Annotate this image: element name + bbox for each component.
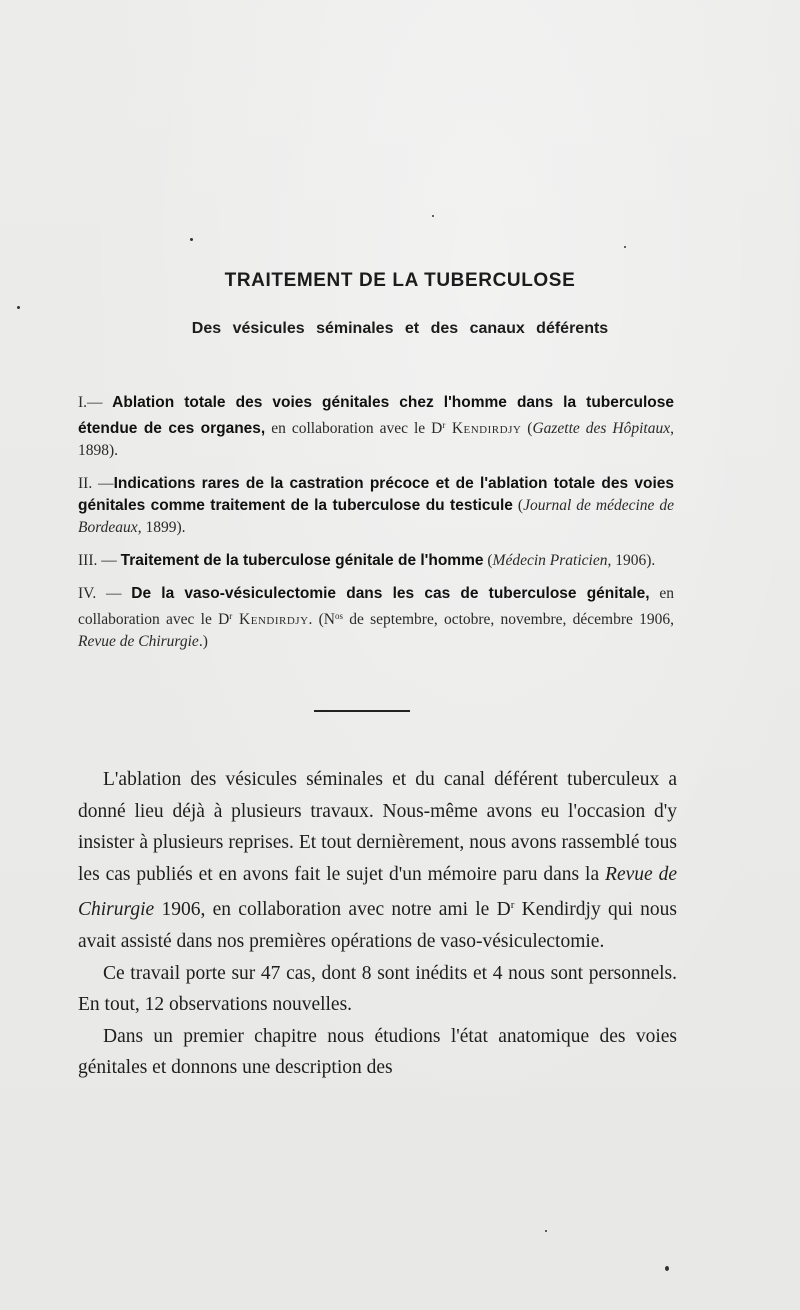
publication-number: IV.	[78, 585, 97, 602]
doctor-abbrev: D	[431, 420, 443, 437]
publication-list	[78, 392, 674, 664]
publication-text: (	[521, 420, 533, 437]
numero-sup: os	[335, 611, 344, 621]
publication-item-1	[78, 392, 674, 462]
publication-text: en collaboration avec le	[78, 585, 675, 628]
publication-text: , 1906).	[607, 552, 656, 569]
publication-number: III.	[78, 552, 98, 569]
publication-dash: —	[97, 552, 121, 569]
speck	[624, 246, 626, 248]
publication-dash: —	[87, 394, 113, 411]
page-subtitle: Des vésicules séminales et des canaux déférents	[191, 320, 609, 337]
journal-name: Gazette des Hôpitaux	[532, 420, 671, 437]
paragraph-text: L'ablation des vésicules séminales et du canal déférent tuberculeux a donné lieu déjà à plusieurs travaux. Nous-même avons eu l'occasion d'y insister à plusieurs reprises. Et tout dernièrement, nous avons rassemblé tous les cas publiés et en avons fait le sujet d'un mémoire paru dans la	[78, 769, 677, 885]
paragraph-2: Ce travail porte sur 47 cas, dont 8 sont inédits et 4 nous sont personnels. En tout, 12 observations nouvelles.	[78, 962, 677, 1016]
doctor-abbrev-sup: r	[442, 420, 446, 430]
journal-name: Revue de Chirurgie	[78, 633, 199, 650]
speck	[17, 306, 20, 309]
doctor-abbrev: D	[218, 611, 230, 628]
paragraph-3: Dans un premier chapitre nous étudions l'état anatomique des voies génitales et donnons une description des	[78, 1025, 677, 1079]
speck	[432, 215, 434, 217]
publication-dash: —	[96, 585, 132, 602]
journal-name: Journal de médecine de Bordeaux	[78, 497, 674, 536]
publication-title: De la vaso-vésiculectomie dans les cas de tuberculose génitale,	[131, 585, 650, 602]
author-name: Kendirdjy	[445, 420, 522, 437]
paragraph-text: 1906, en collaboration avec notre ami le	[154, 899, 497, 921]
journal-name: Médecin Praticien	[492, 552, 608, 569]
paragraph-text: Kendirdjy qui nous avait assisté dans nos premières opérations de vaso-vésiculectomie.	[78, 899, 677, 952]
publication-number: I.	[78, 394, 88, 411]
publication-item-3	[78, 550, 674, 572]
publication-title: Ablation totale des voies génitales chez l'homme dans la tuberculose étendue de ces organes,	[78, 394, 675, 437]
publication-text: .)	[198, 633, 208, 650]
speck	[665, 1266, 669, 1271]
page-title: TRAITEMENT DE LA TUBERCULOSE	[224, 270, 576, 291]
doctor-abbrev: D	[496, 899, 511, 921]
publication-text: (	[483, 552, 493, 569]
speck	[190, 238, 193, 241]
publication-item-4	[78, 583, 674, 653]
body-text	[78, 764, 677, 1084]
publication-title: Indications rares de la castration précoce et de l'ablation totale des voies génitales comme traitement de la tuberculose du testicule	[78, 475, 674, 514]
doctor-abbrev-sup: r	[510, 899, 515, 912]
journal-name: Revue de Chirurgie	[78, 863, 677, 921]
doctor-abbrev-sup: r	[229, 611, 233, 621]
publication-text: , 1899).	[137, 519, 186, 536]
publication-text: de septembre, octobre, novembre, décembre 1906,	[343, 611, 674, 628]
publication-text: en collaboration avec le	[265, 420, 432, 437]
section-divider	[314, 710, 410, 712]
publication-number: II.	[78, 475, 93, 492]
publication-text: , 1898).	[78, 420, 674, 459]
author-name: Kendirdjy	[232, 611, 309, 628]
paragraph-1	[78, 764, 677, 958]
publication-item-2	[78, 473, 674, 539]
publication-text: (	[512, 497, 524, 514]
publication-text: . (N	[308, 611, 335, 628]
publication-dash: —	[92, 475, 114, 492]
publication-title: Traitement de la tuberculose génitale de l'homme	[120, 552, 484, 569]
speck	[545, 1230, 547, 1232]
